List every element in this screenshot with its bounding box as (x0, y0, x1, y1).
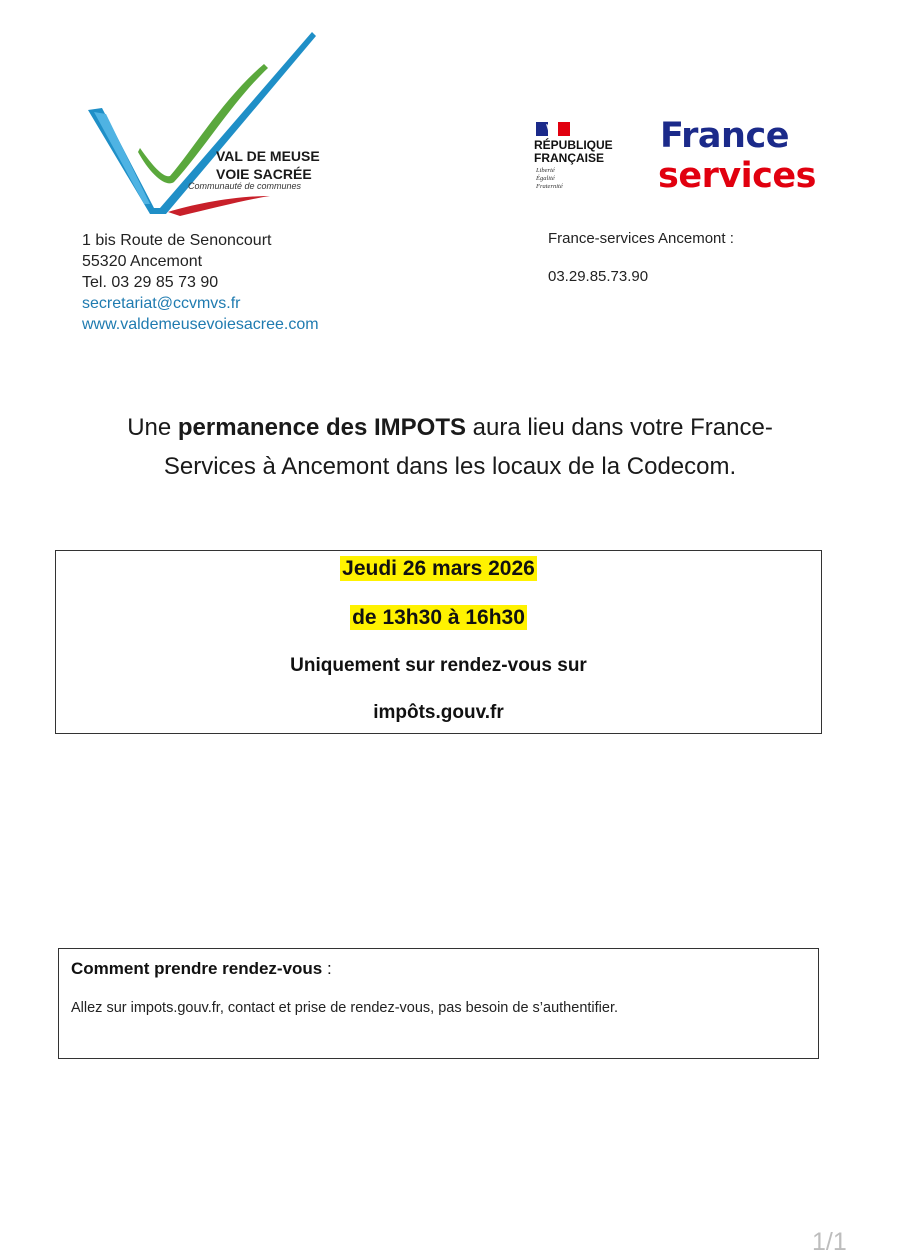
rf-motto-egalite: Égalité (536, 175, 555, 182)
address-city: 55320 Ancemont (82, 253, 203, 270)
france-services-logo-subtitle: services (658, 156, 816, 196)
event-website[interactable]: impôts.gouv.fr (373, 702, 504, 723)
rf-name-line2: FRANÇAISE (534, 151, 605, 165)
page-number: 1/1 (812, 1228, 847, 1256)
france-services-logo-title: France (660, 116, 789, 156)
website-link[interactable]: www.valdemeusevoiesacree.com (82, 316, 319, 333)
address-block (82, 230, 319, 335)
rf-motto-fraternite: Fraternité (536, 183, 563, 190)
event-date: Jeudi 26 mars 2026 (342, 557, 535, 580)
event-note: Uniquement sur rendez-vous sur (290, 655, 587, 676)
france-services-label: France-services Ancemont : (548, 230, 734, 247)
howto-instructions: Allez sur impots.gouv.fr, contact et prise de rendez-vous, pas besoin de s’authentifier. (71, 1000, 618, 1016)
rf-motto-liberte: Liberté (536, 167, 555, 174)
logo-org-subtitle: Communauté de communes (188, 181, 302, 191)
howto-title: Comment prendre rendez-vous : (71, 959, 332, 978)
logo-org-name-line2: VOIE SACRÉE (216, 166, 312, 182)
announcement-line2: Services à Ancemont dans les locaux de la Codecom. (163, 453, 737, 480)
address-phone: Tel. 03 29 85 73 90 (82, 274, 219, 291)
france-services-phone: 03.29.85.73.90 (548, 268, 649, 285)
event-time: de 13h30 à 16h30 (352, 606, 525, 629)
announcement-text (60, 408, 840, 486)
announcement-line1: Une permanence des IMPOTS aura lieu dans votre France- (127, 414, 773, 441)
howto-box (58, 948, 819, 1059)
event-box (55, 550, 822, 734)
email-link[interactable]: secretariat@ccvmvs.fr (82, 295, 241, 312)
logo-org-name-line1: VAL DE MEUSE (216, 148, 320, 164)
address-street: 1 bis Route de Senoncourt (82, 232, 272, 249)
announcement-bold: permanence des IMPOTS (177, 414, 466, 441)
rf-name-line1: RÉPUBLIQUE (534, 138, 613, 152)
